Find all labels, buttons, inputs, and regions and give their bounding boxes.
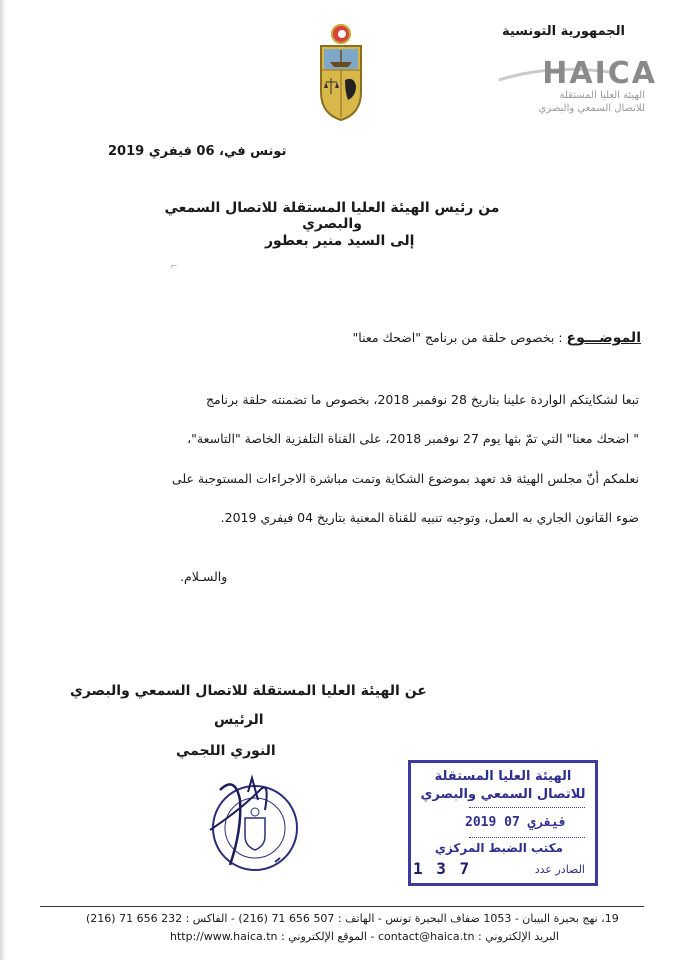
haica-logo-line2: للاتصال السمعي والبصري bbox=[538, 103, 645, 114]
stamp-outgoing-label: الصادر عدد bbox=[534, 863, 585, 876]
stamp-number: 1 3 7 bbox=[413, 859, 472, 878]
signature-title: الرئيس bbox=[214, 712, 264, 728]
scan-mark: ⌐ bbox=[170, 262, 178, 272]
haica-logo-word: HAICA bbox=[542, 56, 657, 91]
stamp-divider bbox=[469, 807, 585, 808]
haica-logo-line1: الهيئة العليا المستقلة bbox=[559, 90, 645, 101]
registry-stamp bbox=[408, 760, 598, 886]
paragraph-2-line-2: ضوء القانون الجاري به العمل، وتوجيه تنبيه للقناة المعنية بتاريخ 04 فيفري 2019. bbox=[220, 510, 639, 525]
paragraph-1-line-2: " اضحك معنا" التي تمّ بثها يوم 27 نوفمبر 2018، على القناة التلفزية الخاصة "التاسعة"، bbox=[187, 431, 639, 446]
subject-text: : بخصوص حلقة من برنامج "اضحك معنا" bbox=[352, 330, 563, 345]
letter-closing: والسـلام. bbox=[180, 569, 228, 584]
stamp-office: مكتب الضبط المركزي bbox=[434, 841, 564, 855]
letter-date: تونس في، 06 فيفري 2019 bbox=[108, 144, 287, 159]
coat-of-arms-icon bbox=[318, 22, 364, 122]
republic-heading: الجمهورية التونسية bbox=[501, 24, 625, 39]
stamp-org-line1: الهيئة العليا المستقلة bbox=[434, 769, 572, 784]
paragraph-1-line-1: تبعا لشكايتكم الواردة علينا بتاريخ 28 نوفمبر 2018، بخصوص ما تضمنته حلقة برنامج bbox=[205, 392, 639, 407]
signature-organization: عن الهيئة العليا المستقلة للاتصال السمعي والبصري bbox=[70, 683, 427, 699]
footer-divider bbox=[40, 906, 644, 907]
signature-name: النوري اللجمي bbox=[176, 743, 276, 759]
page-edge-shadow bbox=[0, 0, 6, 960]
paragraph-2-line-1: نعلمكم أنّ مجلس الهيئة قد تعهد بموضوع الشكاية وتمت مباشرة الاجراءات المستوجبة على bbox=[171, 471, 639, 486]
footer-address: 19، نهج بحيرة البيبان - 1053 ضفاف البحيرة تونس - الهاتف : 507 656 71 (216) - الفاكس : 232 656 71 (216) bbox=[86, 912, 619, 925]
letter-sender: من رئيس الهيئة العليا المستقلة للاتصال السمعي والبصري bbox=[164, 200, 500, 232]
stamp-divider bbox=[469, 837, 585, 838]
official-seal-icon bbox=[200, 770, 310, 880]
stamp-date: 2019 فيفري 07 bbox=[465, 815, 567, 830]
stamp-org-line2: للاتصال السمعي والبصري bbox=[420, 787, 586, 802]
letter-subject bbox=[353, 330, 641, 346]
subject-label: الموضـــوع bbox=[566, 330, 641, 346]
footer-contacts: البريد الإلكتروني : contact@haica.tn - الموقع الإلكتروني : http://www.haica.tn bbox=[170, 930, 559, 943]
letter-recipient: إلى السيد منير بعطور bbox=[265, 233, 415, 249]
